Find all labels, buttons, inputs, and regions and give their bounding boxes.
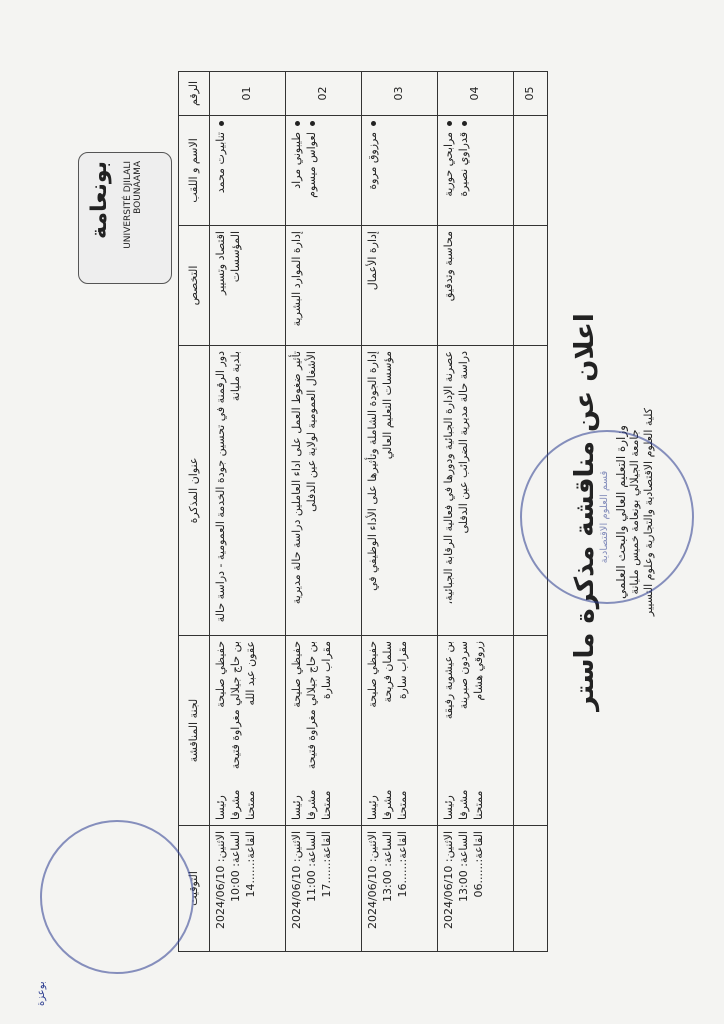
thesis-title: دور الرقمنة في تحسين جودة الخدمة العمومية - دراسة حالة بلدية مليانة (210, 346, 286, 636)
thesis-title: تأثير ضغوط العمل على اداء العاملين دراسة حالة مديرية الأشغال العمومية لولاية عين الدفلى (286, 346, 362, 636)
student-names (210, 116, 286, 226)
student-name: تنابيرت محمد (214, 132, 227, 194)
student-names (514, 116, 548, 226)
committee-member-name: بن عيشوبة رفيقة (442, 641, 456, 720)
table-row (286, 72, 362, 952)
university-logo: بونعامة UNIVERSITÉ DJILALI BOUNAAMA (78, 152, 172, 284)
student-names (286, 116, 362, 226)
committee-member-name: حفيظي صليحة (366, 641, 380, 708)
time-line: الاثنين: 2024/06/10 (442, 831, 456, 930)
time-line: الساعة: 11:00 (304, 831, 318, 902)
time-line: الاثنين: 2024/06/10 (366, 831, 380, 930)
student-name: لعواس ميسوم (304, 132, 318, 198)
student-name: مرابحي حورية (442, 132, 456, 197)
column-header: التخصص (179, 226, 210, 346)
committee-member-role: رئيسا (290, 795, 304, 820)
time-line: القاعة:......06 (471, 831, 485, 898)
time-line: الاثنين: 2024/06/10 (214, 831, 227, 930)
committee-member-role: رئيسا (366, 795, 380, 820)
specialty: إدارة الموارد البشرية (286, 226, 362, 346)
bullet-icon (447, 121, 452, 126)
ministry-line: وزارة التعليم العالي والبحث العلمي (614, 425, 628, 599)
thesis-title: إدارة الجودة الشاملة وتأثيرها على الأداء الوظيفي في مؤسسات التعليم العالي (362, 346, 438, 636)
university-line: جامعة الجيلالي بونعامة خميس مليانة (628, 429, 641, 595)
row-number: 04 (438, 72, 514, 116)
schedule-time (286, 826, 362, 952)
time-line: الاثنين: 2024/06/10 (290, 831, 304, 930)
bullet-icon (310, 121, 315, 126)
committee-member-role: مشرفا (380, 789, 394, 820)
table-row (438, 72, 514, 952)
committee-member-name: سلمان فريحة (380, 641, 394, 703)
thesis-title: عصرنة الإدارة الجبائية ودورها في فعالية الرقابة الجبائية، دراسة حالة مديرية الضرائب عين الدفلى (438, 346, 514, 636)
committee (514, 636, 548, 826)
bullet-icon (371, 121, 376, 126)
committee-member-role: مشرفا (304, 789, 318, 820)
committee-member-name: سردون صبرينة (456, 641, 470, 710)
specialty: إدارة الأعمال (362, 226, 438, 346)
schedule-time (210, 826, 286, 952)
bullet-icon (295, 121, 300, 126)
schedule-time (514, 826, 548, 952)
bullet-icon (219, 121, 224, 126)
committee-member-name: بن حاج جيلالي مغراوة فتيحة (304, 641, 318, 770)
time-line: الساعة: 13:00 (456, 831, 470, 902)
committee (362, 636, 438, 826)
student-names (362, 116, 438, 226)
schedule-time (362, 826, 438, 952)
row-number: 03 (362, 72, 438, 116)
time-line: القاعة:......16 (395, 831, 409, 898)
committee (210, 636, 286, 826)
committee-member-role: رئيسا (442, 795, 456, 820)
column-header: التوقيت (179, 826, 210, 952)
committee-member-name: زروقي هشام (471, 641, 485, 701)
table-row (210, 72, 286, 952)
specialty: اقتصاد وتسيير المؤسسات (210, 226, 286, 346)
time-line: القاعة:......14 (243, 831, 257, 898)
row-number: 01 (210, 72, 286, 116)
committee-member-name: حفيظي صليحة (214, 641, 227, 708)
student-name: قدراوي نصيرة (456, 132, 470, 197)
committee (286, 636, 362, 826)
signature: بوعزة (36, 981, 47, 1006)
time-line: القاعة:......17 (319, 831, 333, 898)
schedule-time (438, 826, 514, 952)
time-line: الساعة: 13:00 (380, 831, 394, 902)
table-header-row (179, 72, 210, 952)
committee-member-name: بن حاج جيلالي مغراوة فتيحة (228, 641, 242, 770)
committee-member-role: ممتحنا (319, 790, 333, 820)
committee-member-name: عقون عبد الله (243, 641, 257, 706)
committee-member-role: مشرفا (456, 789, 470, 820)
committee-member-name: مقراب سارة (319, 641, 333, 700)
faculty-stamp (40, 820, 194, 974)
defense-schedule-table (178, 71, 548, 952)
row-number: 02 (286, 72, 362, 116)
committee-member-role: ممتحنا (471, 790, 485, 820)
row-number: 05 (514, 72, 548, 116)
column-header: الاسم و اللقب (179, 116, 210, 226)
column-header: عنوان المذكرة (179, 346, 210, 636)
specialty: محاسبة وتدقيق (438, 226, 514, 346)
committee-member-role: مشرفا (228, 789, 242, 820)
bullet-icon (462, 121, 467, 126)
committee (438, 636, 514, 826)
committee-member-role: ممتحنا (243, 790, 257, 820)
specialty (514, 226, 548, 346)
column-header: الرقم (179, 72, 210, 116)
student-names (438, 116, 514, 226)
student-name: مرزوق مروة (366, 132, 380, 190)
committee-member-name: حفيظي صليحة (290, 641, 304, 708)
page-title: اعلان عن مناقشة مذكرة ماستر (570, 313, 600, 711)
university-stamp: قسم العلوم الاقتصادية (520, 430, 694, 604)
table-row (362, 72, 438, 952)
time-line: الساعة: 10:00 (228, 831, 242, 902)
student-name: طيبوني مراد (290, 132, 304, 189)
committee-member-role: ممتحنا (395, 790, 409, 820)
faculty-line: كلية العلوم الاقتصادية والتجارية وعلوم التسيير (642, 407, 655, 617)
column-header: لجنة المناقشة (179, 636, 210, 826)
committee-member-role: رئيسا (214, 795, 227, 820)
committee-member-name: مقراب سارة (395, 641, 409, 700)
